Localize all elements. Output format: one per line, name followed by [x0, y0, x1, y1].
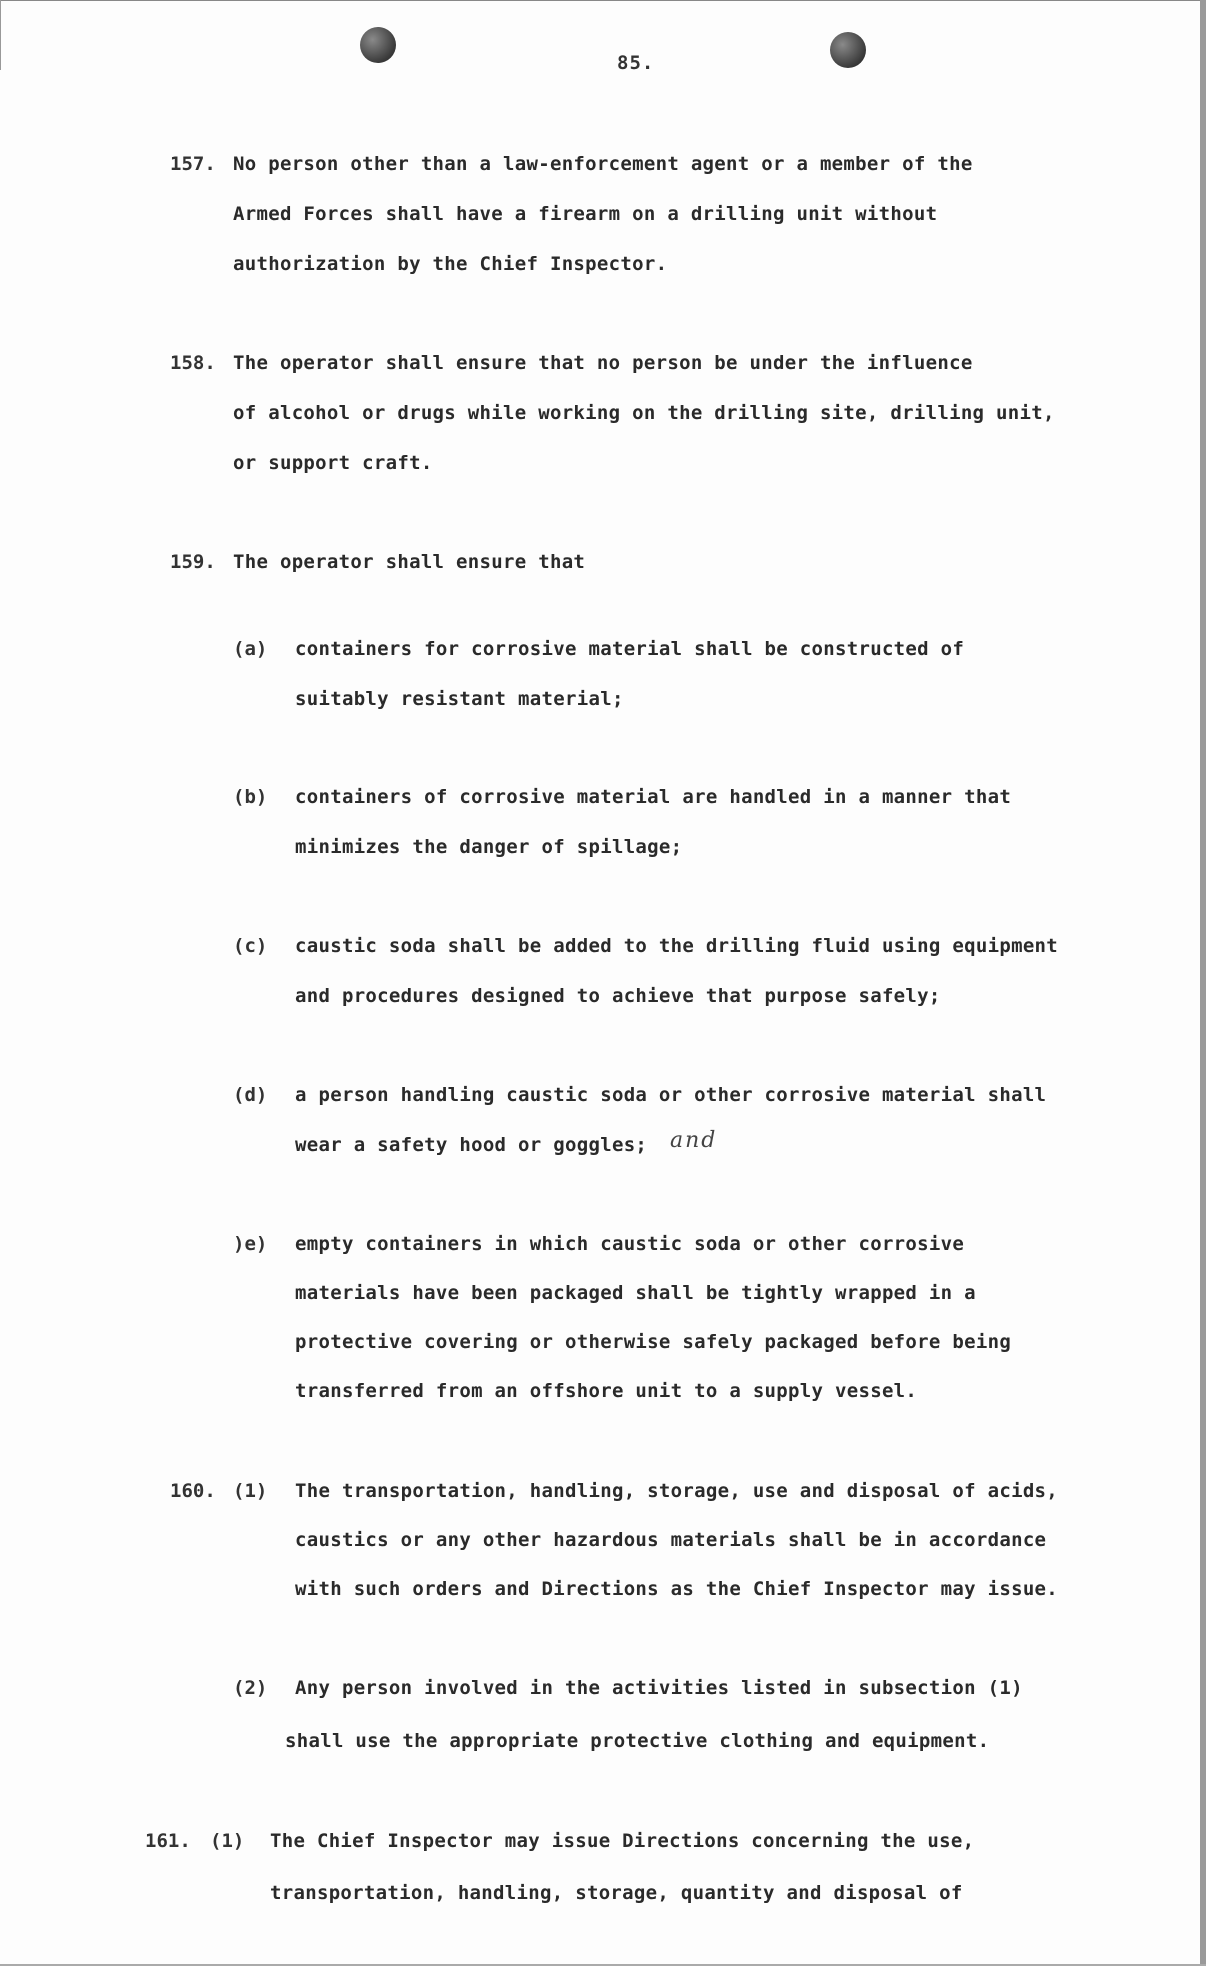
section-number-160: 160.: [170, 1480, 216, 1502]
item-e-line-3: protective covering or otherwise safely packaged before being: [295, 1331, 1012, 1353]
item-a-line-2: suitably resistant material;: [295, 688, 624, 710]
page-edge-top: [0, 0, 1206, 1]
subsection-label-160-1: (1): [233, 1480, 268, 1502]
item-c-line-1: caustic soda shall be added to the drilling fluid using equipment: [295, 935, 1059, 957]
item-label-e: )e): [233, 1233, 268, 1255]
punch-hole-right: [830, 32, 866, 68]
item-d-line-1: a person handling caustic soda or other corrosive material shall: [295, 1084, 1047, 1106]
item-d-line-2: wear a safety hood or goggles;: [295, 1134, 648, 1156]
item-e-line-1: empty containers in which caustic soda or other corrosive: [295, 1233, 965, 1255]
section-161-1-line-1: The Chief Inspector may issue Directions concerning the use,: [270, 1830, 975, 1852]
item-label-a: (a): [233, 638, 268, 660]
item-e-line-4: transferred from an offshore unit to a supply vessel.: [295, 1380, 918, 1402]
item-label-d: (d): [233, 1084, 268, 1106]
section-158-line-1: The operator shall ensure that no person be under the influence: [233, 352, 973, 374]
section-number-161: 161.: [145, 1830, 191, 1852]
section-160-2-line-1: Any person involved in the activities listed in subsection (1): [295, 1677, 1023, 1699]
section-158-line-3: or support craft.: [233, 452, 433, 474]
item-label-b: (b): [233, 786, 268, 808]
section-157-line-3: authorization by the Chief Inspector.: [233, 253, 668, 275]
section-161-1-line-2: transportation, handling, storage, quantity and disposal of: [270, 1882, 963, 1904]
section-160-2-line-2: shall use the appropriate protective clothing and equipment.: [285, 1730, 990, 1752]
subsection-label-161-1: (1): [210, 1830, 245, 1852]
section-159-intro: The operator shall ensure that: [233, 551, 586, 573]
punch-hole-left: [360, 27, 396, 63]
section-number-157: 157.: [170, 153, 216, 175]
item-b-line-1: containers of corrosive material are handled in a manner that: [295, 786, 1012, 808]
page-edge-right: [1200, 0, 1206, 1966]
section-160-1-line-1: The transportation, handling, storage, use and disposal of acids,: [295, 1480, 1059, 1502]
item-e-line-2: materials have been packaged shall be tightly wrapped in a: [295, 1282, 976, 1304]
handwritten-annotation: and: [670, 1128, 718, 1153]
section-160-1-line-2: caustics or any other hazardous materials shall be in accordance: [295, 1529, 1047, 1551]
section-number-158: 158.: [170, 352, 216, 374]
item-b-line-2: minimizes the danger of spillage;: [295, 836, 683, 858]
item-label-c: (c): [233, 935, 268, 957]
section-160-1-line-3: with such orders and Directions as the Chief Inspector may issue.: [295, 1578, 1059, 1600]
item-a-line-1: containers for corrosive material shall be constructed of: [295, 638, 965, 660]
section-number-159: 159.: [170, 551, 216, 573]
section-157-line-1: No person other than a law-enforcement agent or a member of the: [233, 153, 973, 175]
page-number: 85.: [617, 52, 655, 74]
section-158-line-2: of alcohol or drugs while working on the drilling site, drilling unit,: [233, 402, 1055, 424]
subsection-label-160-2: (2): [233, 1677, 268, 1699]
item-c-line-2: and procedures designed to achieve that purpose safely;: [295, 985, 941, 1007]
page-edge-left: [0, 0, 1, 70]
section-157-line-2: Armed Forces shall have a firearm on a drilling unit without: [233, 203, 938, 225]
